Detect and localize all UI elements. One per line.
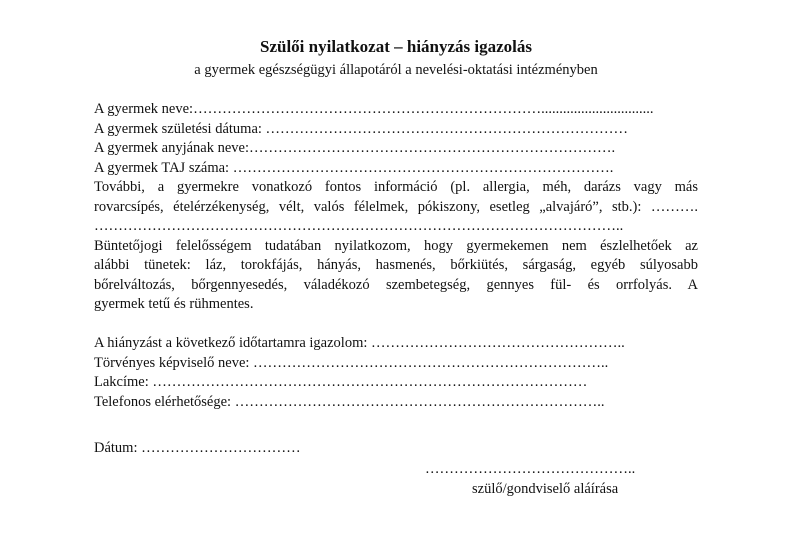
form-body xyxy=(94,100,698,458)
address-field[interactable] xyxy=(94,373,698,393)
mother-name-field[interactable] xyxy=(94,139,698,159)
declaration-line-1: Büntetőjogi felelősségem tudatában nyilatkozom, hogy gyermekemen nem észlelhetőek az xyxy=(94,237,698,254)
phone-label: Telefonos elérhetősége: xyxy=(94,393,232,410)
spacer xyxy=(94,315,698,335)
extra-info-line-1: További, a gyermekre vonatkozó fontos információ (pl. allergia, méh, darázs vagy más xyxy=(94,179,698,195)
signature-label: szülő/gondviselő aláírása xyxy=(472,481,619,497)
child-birthdate-dots[interactable]: ………………………………………………………………… xyxy=(261,120,629,137)
guardian-name-dots[interactable]: ……………………………………………………………….. xyxy=(249,354,609,371)
date-field[interactable] xyxy=(94,439,698,459)
child-name-field[interactable] xyxy=(94,100,698,120)
date-dots[interactable]: …………………………… xyxy=(137,439,301,456)
declaration-line-2: alábbi tünetek: láz, torokfájás, hányás, hasmenés, bőrkiütés, sárgaság, egyéb súlyosabb xyxy=(94,257,698,273)
declaration-line-4: gyermek tetű és rühmentes. xyxy=(94,296,254,312)
absence-period-field[interactable] xyxy=(94,334,698,354)
signature-line[interactable]: …………………………………….. xyxy=(425,461,636,477)
guardian-name-field[interactable] xyxy=(94,354,698,374)
mother-name-label: A gyermek anyjának neve: xyxy=(94,140,250,156)
child-name-dots[interactable]: ………………………………………………………………............................... xyxy=(193,101,654,117)
document-title: Szülői nyilatkozat – hiányzás igazolás xyxy=(259,37,533,56)
absence-period-label: A hiányzást a következő időtartamra igazolom: xyxy=(94,335,368,351)
phone-field[interactable] xyxy=(94,393,698,413)
extra-info-line-2[interactable]: rovarcsípés, ételérzékenység, vélt, valós félelmek, pókiszony, esetleg „alvajáró”, stb.): ………. xyxy=(94,198,698,215)
address-dots[interactable]: ……………………………………………………………………………… xyxy=(148,374,588,390)
document-subtitle: a gyermek egészségügyi állapotáról a nevelési-oktatási intézményben xyxy=(194,62,598,78)
extra-info-line-3[interactable]: ……………………………………………………………………………………………….. xyxy=(94,218,624,234)
child-birthdate-field[interactable] xyxy=(94,120,698,140)
taj-number-dots[interactable]: ……………………………………………………………………. xyxy=(229,159,614,176)
child-birthdate-label: A gyermek születési dátuma: xyxy=(94,120,262,137)
mother-name-dots[interactable]: …………………………………………………………………. xyxy=(249,140,616,156)
taj-number-label: A gyermek TAJ száma: xyxy=(94,159,230,176)
address-label: Lakcíme: xyxy=(94,374,149,390)
signature-block xyxy=(425,460,685,497)
absence-period-dots[interactable]: …………………………………………….. xyxy=(367,335,625,351)
guardian-name-label: Törvényes képviselő neve: xyxy=(94,354,250,371)
spacer xyxy=(94,412,698,432)
date-label: Dátum: xyxy=(94,439,138,456)
child-name-label: A gyermek neve: xyxy=(94,101,194,117)
phone-dots[interactable]: ………………………………………………………………….. xyxy=(231,393,605,410)
declaration-line-3: bőrelváltozás, bőrgennyesedés, váladékozó szembetegség, gennyes fül- és orrfolyás. A xyxy=(94,276,698,293)
taj-number-field[interactable] xyxy=(94,159,698,179)
